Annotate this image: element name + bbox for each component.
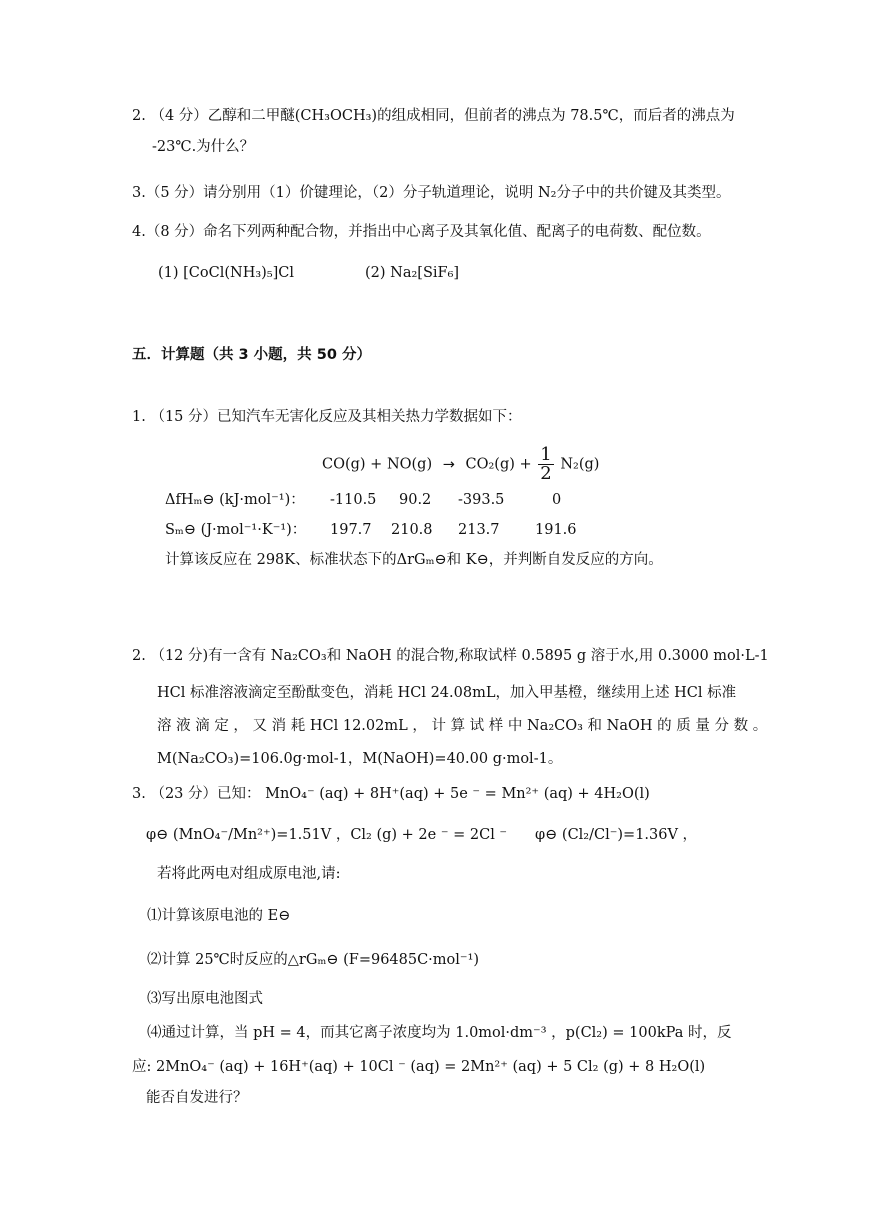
reaction-tail: N₂(g) (560, 456, 600, 473)
enthalpy-value-co2: -393.5 (458, 492, 505, 508)
problem-3-sub4c: 能否自发进行？ (146, 1090, 248, 1106)
reaction-arrow: → (442, 456, 455, 473)
problem-3-sub4b: 应: 2MnO₄⁻ (aq) + 16H⁺(aq) + 10Cl ⁻ (aq) = 2Mn²⁺ (aq) + 5 Cl₂ (g) + 8 H₂O(l) (132, 1059, 706, 1075)
problem-2-line4: M(Na₂CO₃)=106.0g·mol-1，M(NaOH)=40.00 g·mol-1。 (157, 751, 563, 767)
question-3: 3.（5 分）请分别用（1）价键理论，（2）分子轨道理论，说明 N₂分子中的共价键及其类型。 (132, 185, 731, 201)
entropy-value-co: 197.7 (330, 522, 372, 538)
problem-3-line2b: φ⊖ (Cl₂/Cl⁻)=1.36V ， (535, 827, 698, 843)
half-fraction (538, 446, 553, 483)
entropy-label: Sₘ⊖ (J·mol⁻¹·K⁻¹)： (165, 522, 307, 538)
reaction-right: CO₂(g) + (465, 456, 532, 473)
reaction-equation (322, 446, 599, 483)
problem-1-task: 计算该反应在 298K、标准状态下的ΔrGₘ⊖和 K⊖，并判断自发反应的方向。 (165, 552, 663, 568)
problem-2-line1: 2. （12 分)有一含有 Na₂CO₃和 NaOH 的混合物,称取试样 0.5895 g 溶于水,用 0.3000 mol·L-1 (132, 648, 769, 664)
problem-2-line2: HCl 标准溶液滴定至酚酞变色，消耗 HCl 24.08mL，加入甲基橙，继续用上述 HCl 标准 (157, 685, 737, 701)
enthalpy-value-n2: 0 (552, 492, 562, 508)
problem-1-intro: 1. （15 分）已知汽车无害化反应及其相关热力学数据如下： (132, 409, 522, 425)
enthalpy-value-co: -110.5 (330, 492, 377, 508)
question-2-line1: 2. （4 分）乙醇和二甲醚(CH₃OCH₃)的组成相同，但前者的沸点为 78.5℃，而后者的沸点为 (132, 108, 735, 124)
enthalpy-value-no: 90.2 (399, 492, 432, 508)
problem-3-sub1: ⑴计算该原电池的 E⊖ (147, 908, 291, 924)
fraction-numerator: 1 (540, 444, 552, 465)
complex-2: (2) Na₂[SiF₆] (365, 265, 460, 281)
fraction-denominator: 2 (540, 463, 552, 484)
entropy-value-n2: 191.6 (535, 522, 577, 538)
problem-3-line1: 3. （23 分）已知： MnO₄⁻ (aq) + 8H⁺(aq) + 5e ⁻ = Mn²⁺ (aq) + 4H₂O(l) (132, 786, 650, 802)
problem-3-sub3: ⑶写出原电池图式 (147, 991, 263, 1007)
problem-3-line3: 若将此两电对组成原电池,请: (157, 866, 341, 882)
problem-3-sub2: ⑵计算 25℃时反应的△rGₘ⊖ (F=96485C·mol⁻¹) (147, 952, 480, 968)
complex-1: (1) [CoCl(NH₃)₅]Cl (158, 265, 295, 281)
section-5-title: 五．计算题（共 3 小题，共 50 分） (132, 347, 371, 363)
entropy-value-no: 210.8 (391, 522, 433, 538)
question-2-line2: -23℃.为什么？ (152, 139, 255, 155)
problem-3-line2a: φ⊖ (MnO₄⁻/Mn²⁺)=1.51V ，Cl₂ (g) + 2e ⁻ = 2Cl ⁻ (146, 827, 508, 843)
problem-3-sub4a: ⑷通过计算，当 pH = 4，而其它离子浓度均为 1.0mol·dm⁻³ ，p(Cl₂) = 100kPa 时，反 (147, 1025, 732, 1041)
problem-2-line3: 溶 液 滴 定 ， 又 消 耗 HCl 12.02mL ， 计 算 试 样 中 Na₂CO₃ 和 NaOH 的 质 量 分 数 。 (157, 718, 768, 734)
question-4: 4.（8 分）命名下列两种配合物，并指出中心离子及其氧化值、配离子的电荷数、配位数。 (132, 224, 711, 240)
enthalpy-label: ΔfHₘ⊖ (kJ·mol⁻¹)： (165, 492, 305, 508)
reaction-left: CO(g) + NO(g) (322, 456, 433, 473)
entropy-value-co2: 213.7 (458, 522, 500, 538)
